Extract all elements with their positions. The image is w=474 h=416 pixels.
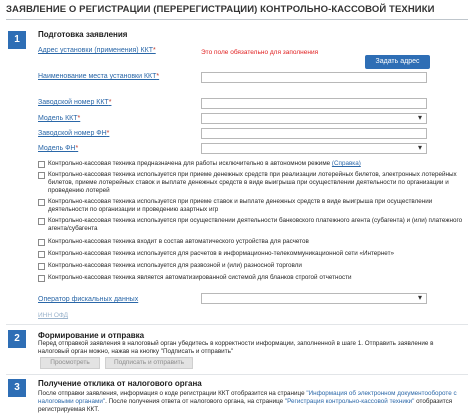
section-title-response: Получение отклика от налогового органа [38,379,202,388]
checkbox-lottery[interactable] [38,172,45,179]
checkbox-internet[interactable] [38,251,45,258]
address-label[interactable]: Адрес установки (применения) ККТ* [38,47,156,54]
set-address-button[interactable]: Задать адрес [365,55,430,69]
checkbox-automatic-device[interactable] [38,239,45,246]
ofd-inn-label: ИНН ОФД [38,312,69,319]
fn-model-select[interactable] [201,143,427,154]
checkbox-label-automatic-device: Контрольно-кассовая техника входит в состав автоматического устройства для расчетов [48,238,309,245]
required-error-message: Это поле обязательно для заполнения [201,49,319,56]
send-instructions: Перед отправкой заявления в налоговый орган убедитесь в корректности информации, заполненной в шаге 1. Отправить заявление в налоговый орган можно, нажав на кнопку "Подписать и отправить" [38,340,434,355]
step-number-3: 3 [8,379,26,397]
checkbox-label-gambling: Контрольно-кассовая техника используется при приеме ставок и выплате денежных средств в виде выигрыша при осуществлении деятельности по организации и проведению азартных игр [48,198,433,213]
ofd-select[interactable] [201,293,427,304]
kkt-serial-input[interactable] [201,98,427,109]
checkbox-delivery-trade[interactable] [38,263,45,270]
step-number-1: 1 [8,31,26,49]
fn-serial-label: Заводской номер ФН* [38,130,110,137]
section-divider-1 [6,324,468,325]
section-title-preparation: Подготовка заявления [38,30,128,39]
checkbox-label-autonomous: Контрольно-кассовая техника предназначена для работы исключительно в автономном режиме (Справка) [48,160,361,167]
page-title: ЗАЯВЛЕНИЕ О РЕГИСТРАЦИИ (ПЕРЕРЕГИСТРАЦИИ) КОНТРОЛЬНО-КАССОВОЙ ТЕХНИКИ [6,4,435,15]
section-title-send: Формирование и отправка [38,331,145,340]
sign-and-send-button[interactable]: Подписать и отправить [105,357,193,369]
checkbox-label-payment-agent: Контрольно-кассовая техника используется при осуществлении деятельности банковского платежного агента (субагента) и (или) платежного агента/субагента [48,217,463,232]
fn-serial-input[interactable] [201,128,427,139]
preview-button[interactable]: Просмотреть [40,357,100,369]
checkbox-label-delivery-trade: Контрольно-кассовая техника используется для развозной и (или) разносной торговли [48,262,302,269]
response-instructions: После отправки заявления, информация о коде регистрации ККТ отобразится на странице "Информация об электронном документообороте с налоговыми органами". После получения ответа от налогового органа, на странице "Регистрация контрольно-кассовой техники" отобразится регистрируемая ККТ. [38,390,457,413]
checkbox-label-internet: Контрольно-кассовая техника используется для расчетов в информационно-телекоммуникационной сети «Интернет» [48,250,394,257]
kkt-registration-link[interactable]: "Регистрация контрольно-кассовой техники" [284,397,415,405]
place-name-label: Наименование места установки ККТ* [38,73,160,80]
kkt-serial-label: Заводской номер ККТ* [38,99,112,106]
place-name-input[interactable] [201,72,427,83]
title-divider [6,19,468,20]
reference-link[interactable]: (Справка) [331,160,361,167]
kkt-model-label: Модель ККТ* [38,115,81,122]
checkbox-label-strict-reporting: Контрольно-кассовая техника является автоматизированной системой для бланков строгой отчетности [48,274,352,281]
checkbox-label-lottery: Контрольно-кассовая техника используется при приеме денежных средств при реализации лотерейных билетов, электронных лотерейных билетов, приеме лотерейных ставок и выплате денежных средств в виде выигрыша при осуществлении деятельности по организации и проведению лотерей [48,171,457,194]
fn-model-label: Модель ФН* [38,145,79,152]
checkbox-strict-reporting[interactable] [38,275,45,282]
checkbox-gambling[interactable] [38,199,45,206]
ofd-label[interactable]: Оператор фискальных данных [38,296,139,303]
edo-info-link[interactable]: "Информация об электронном документообороте с налоговыми органами" [38,390,457,405]
kkt-model-select[interactable] [201,113,427,124]
checkbox-payment-agent[interactable] [38,218,45,225]
section-divider-2 [6,374,468,375]
checkbox-autonomous[interactable] [38,161,45,168]
step-number-2: 2 [8,330,26,348]
